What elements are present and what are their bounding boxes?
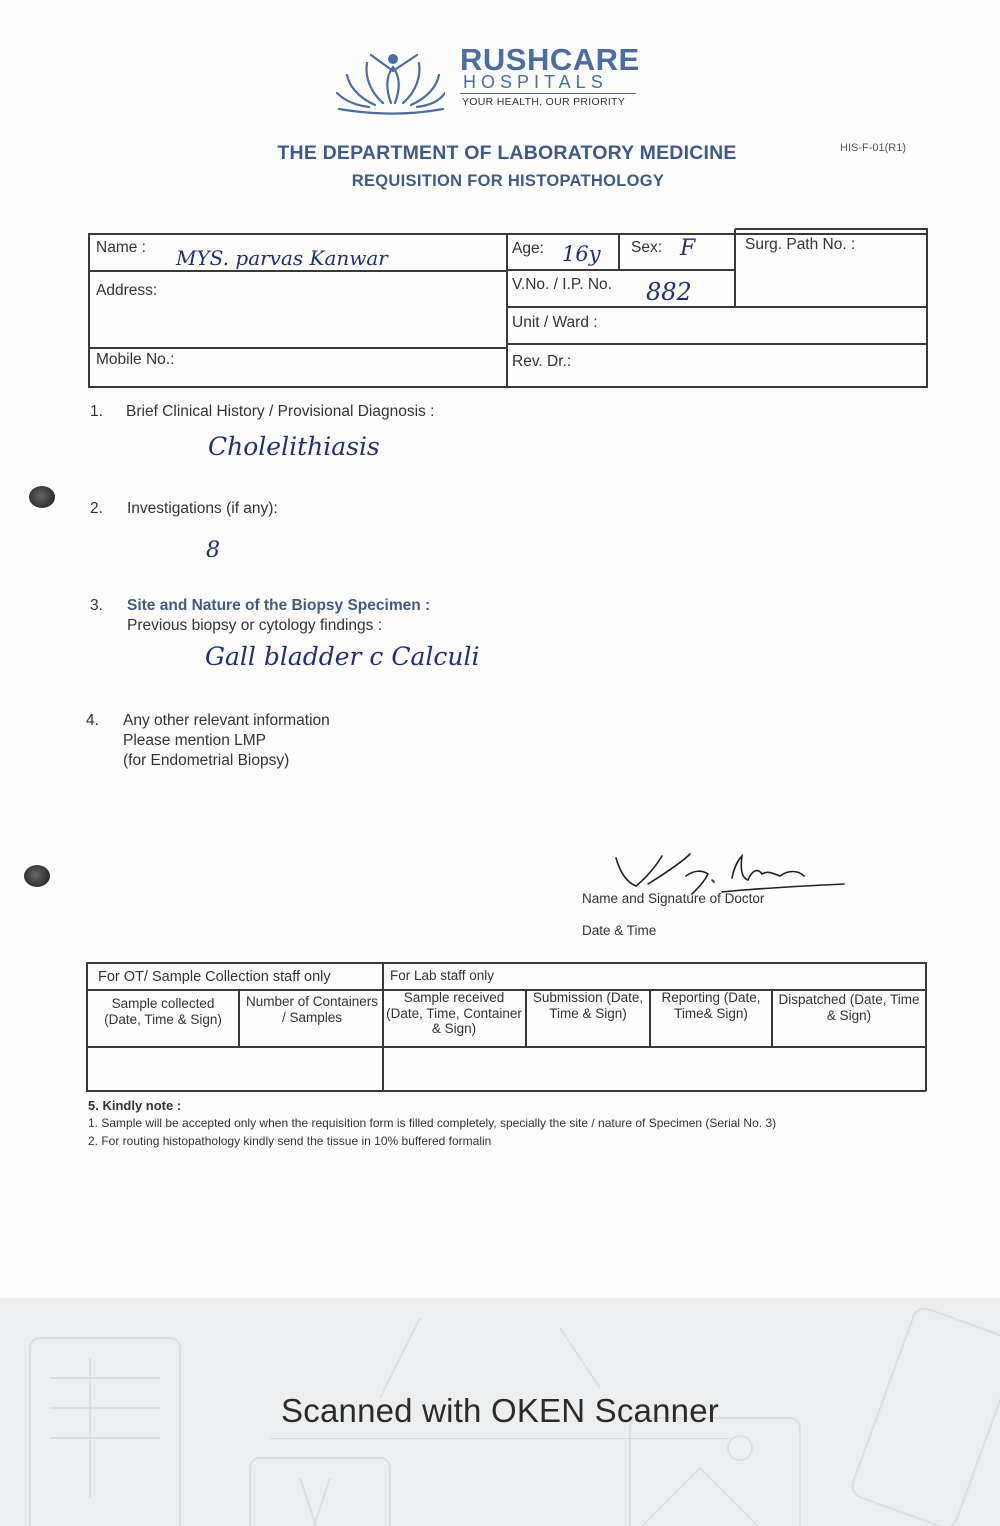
- punch-hole: [29, 486, 55, 508]
- col-reporting: Reporting (Date, Time& Sign): [661, 990, 761, 1021]
- col-number-containers: Number of Containers / Samples: [245, 994, 379, 1025]
- investigations-value: 8: [206, 538, 220, 563]
- patient-name-value: MYS. parvas Kanwar: [176, 246, 388, 270]
- table-divider: [649, 989, 651, 1047]
- previous-findings-label: Previous biopsy or cytology findings :: [127, 617, 383, 634]
- table-border: [925, 962, 927, 1091]
- age-label: Age:: [512, 240, 544, 257]
- brand-name: RUSHCARE: [460, 42, 640, 77]
- date-time-label: Date & Time: [582, 923, 657, 938]
- biopsy-site-label: Site and Nature of the Biopsy Specimen :: [127, 597, 431, 614]
- col-sample-collected: Sample collected (Date, Time & Sign): [104, 996, 222, 1027]
- note-1: 1. Sample will be accepted only when the requisition form is filled completely, specially the site / nature of Specimen (Serial No. 3): [88, 1116, 777, 1130]
- col-submission: Submission (Date, Time & Sign): [532, 990, 644, 1021]
- brand-divider: [460, 93, 636, 94]
- item-2-number: 2.: [90, 500, 103, 517]
- clinical-history-value: Cholelithiasis: [208, 432, 380, 461]
- box-border: [88, 233, 90, 387]
- footer-divider: [270, 1438, 730, 1439]
- col-dispatched: Dispatched (Date, Time & Sign): [778, 992, 920, 1023]
- rev-dr-label: Rev. Dr.:: [512, 353, 572, 370]
- item-1-number: 1.: [90, 403, 103, 420]
- scanner-footer-banner: [0, 1298, 1000, 1526]
- item-4-number: 4.: [86, 712, 99, 729]
- form-code: HIS-F-01(R1): [840, 142, 907, 154]
- other-info-line-1: Any other relevant information: [123, 712, 330, 729]
- address-label: Address:: [96, 282, 158, 299]
- table-divider: [525, 989, 527, 1047]
- name-label: Name :: [96, 239, 146, 256]
- sex-label: Sex:: [631, 239, 663, 256]
- other-info-line-2: Please mention LMP: [123, 732, 267, 749]
- box-divider: [88, 270, 508, 272]
- table-border: [86, 1090, 926, 1092]
- ot-staff-header: For OT/ Sample Collection staff only: [98, 969, 331, 985]
- name-signature-label: Name and Signature of Doctor: [582, 891, 765, 906]
- punch-hole: [24, 865, 50, 887]
- department-title: THE DEPARTMENT OF LABORATORY MEDICINE: [277, 142, 737, 164]
- box-border: [735, 228, 928, 230]
- col-sample-received: Sample received (Date, Time, Container & Sign): [386, 990, 522, 1037]
- table-border: [86, 1046, 926, 1048]
- box-divider: [618, 233, 620, 269]
- table-divider: [771, 989, 773, 1047]
- table-border: [86, 962, 88, 1091]
- table-divider: [238, 989, 240, 1047]
- age-value: 16y: [562, 242, 601, 266]
- mobile-label: Mobile No.:: [96, 351, 175, 368]
- investigations-label: Investigations (if any):: [127, 500, 278, 517]
- note-2: 2. For routing histopathology kindly send the tissue in 10% buffered formalin: [88, 1134, 492, 1148]
- box-divider: [506, 343, 928, 345]
- brand-subtitle: HOSPITALS: [463, 72, 608, 92]
- sex-value: F: [680, 236, 696, 261]
- unit-ward-label: Unit / Ward :: [512, 314, 598, 331]
- surg-path-label: Surg. Path No. :: [745, 236, 856, 253]
- lab-staff-header: For Lab staff only: [390, 968, 495, 983]
- box-border: [88, 386, 928, 388]
- table-divider: [382, 962, 384, 1091]
- lotus-figure-logo: [335, 45, 445, 115]
- box-divider: [88, 347, 508, 349]
- item-3-number: 3.: [90, 597, 103, 614]
- box-border: [88, 233, 928, 235]
- form-title: REQUISITION FOR HISTOPATHOLOGY: [351, 172, 665, 190]
- scanner-watermark-text: Scanned with OKEN Scanner: [281, 1392, 719, 1429]
- box-divider: [506, 306, 928, 308]
- biopsy-site-value: Gall bladder c Calculi: [205, 642, 480, 671]
- vno-value: 882: [646, 278, 692, 306]
- box-divider: [506, 233, 508, 387]
- box-divider: [734, 229, 736, 307]
- brand-tagline: YOUR HEALTH, OUR PRIORITY: [462, 96, 626, 108]
- box-divider: [506, 269, 736, 271]
- clinical-history-label: Brief Clinical History / Provisional Diagnosis :: [126, 403, 435, 420]
- kindly-note-title: 5. Kindly note :: [88, 1098, 182, 1113]
- table-border: [86, 962, 926, 964]
- other-info-line-3: (for Endometrial Biopsy): [123, 752, 290, 769]
- vno-label: V.No. / I.P. No.: [512, 276, 612, 293]
